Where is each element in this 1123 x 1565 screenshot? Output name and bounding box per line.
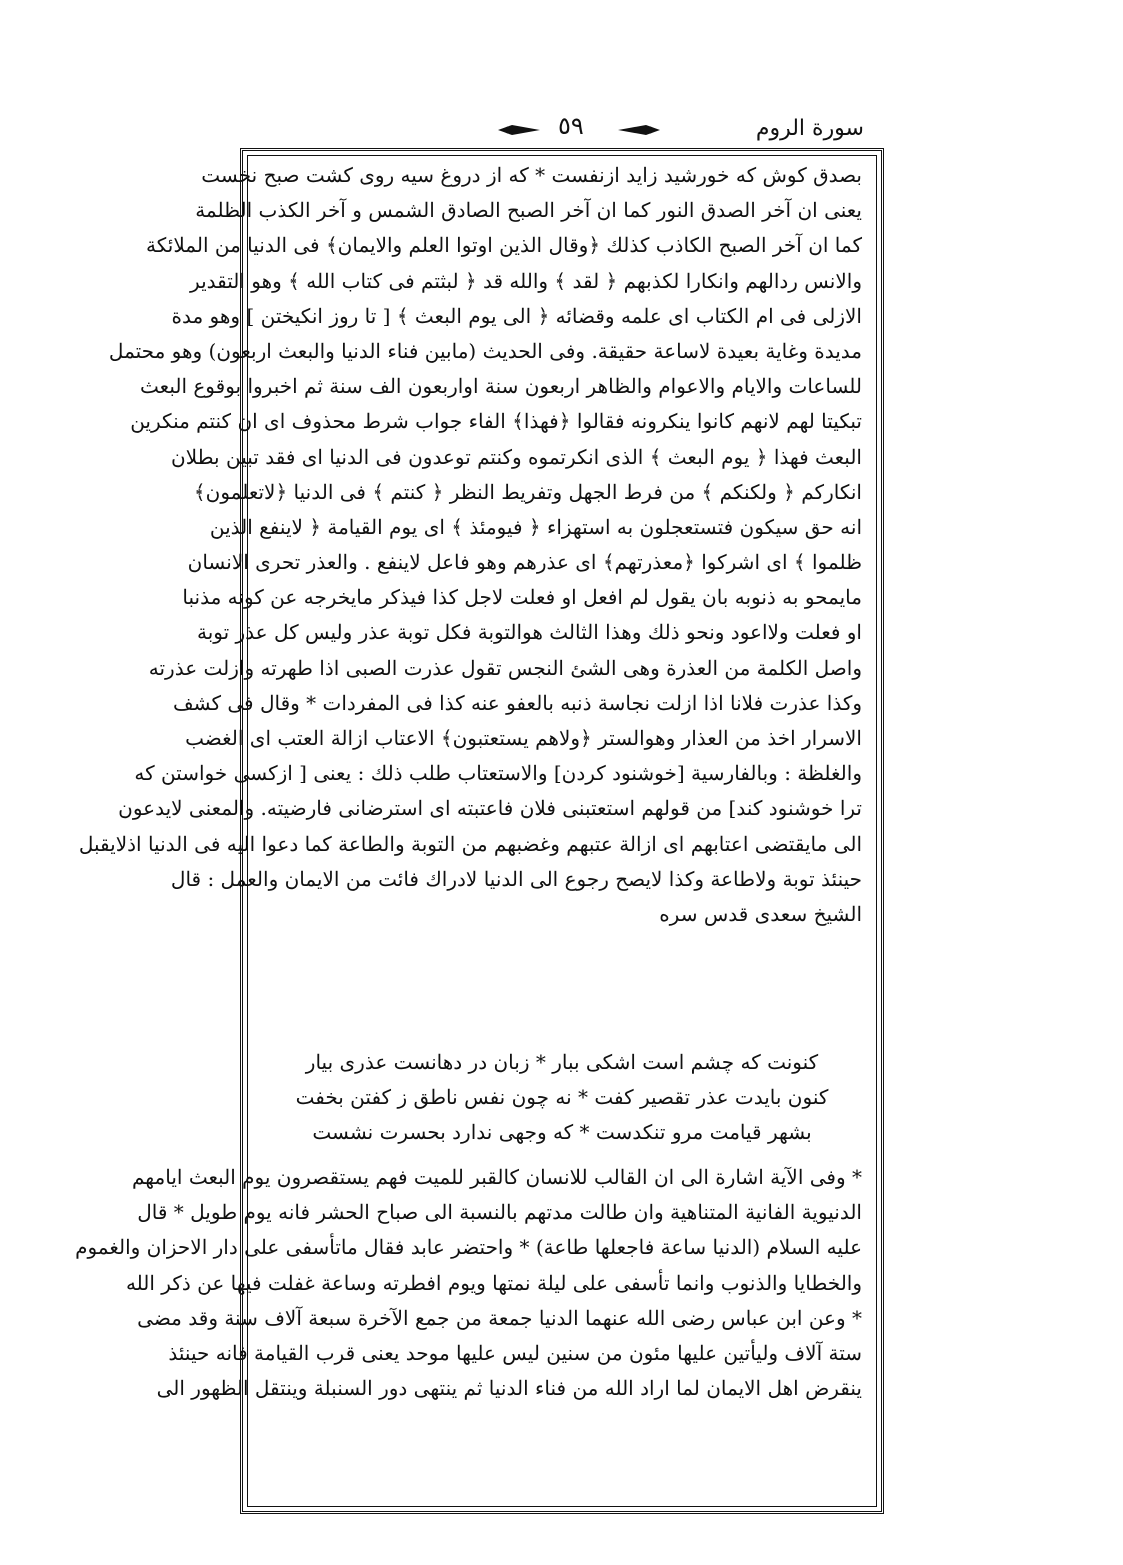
text-line: ترا خوشنود كند] من قولهم استعتبنى فلان فاعتبته اى استرضانى فارضيته. والمعنى لايدعون bbox=[118, 796, 862, 821]
poem-block bbox=[262, 1050, 862, 1155]
text-line: حينئذ توبة ولاطاعة وكذا لايصح رجوع الى الدنيا لادراك فائت من الايمان والعمل : قال bbox=[170, 866, 862, 891]
text-line: عليه السلام (الدنيا ساعة فاجعلها طاعة) * واحتضر عابد فقال ماتأسفى على دار الاحزان والغموم bbox=[75, 1235, 862, 1260]
poem-verse: كنونت كه چشم است اشكى ببار * زبان در دهانست عذرى بيار bbox=[305, 1050, 819, 1074]
text-line: والخطايا والذنوب وانما تأسفى على ليلة نمتها ويوم افطرته وساعة غفلت فيها عن ذكر الله bbox=[125, 1270, 862, 1295]
text-line: ستة آلاف وليأتين عليها مئون من سنين ليس عليها موحد يعنى قرب القيامة فانه حينئذ bbox=[168, 1340, 862, 1365]
poem-verse: بشهر قيامت مرو تنكدست * كه وجهى ندارد بحسرت نشست bbox=[312, 1120, 812, 1144]
text-line: تبكيتا لهم لانهم كانوا ينكرونه فقالوا ﴿فهذا﴾ الفاء جواب شرط محذوف اى ان كنتم منكرين bbox=[130, 409, 862, 434]
text-line: البعث فهذا ﴿ يوم البعث ﴾ الذى انكرتموه وكنتم توعدون فى الدنيا اى فقد تبين بطلان bbox=[171, 444, 862, 469]
page-number: ٥٩ bbox=[558, 112, 584, 140]
text-line: انه حق سيكون فتستعجلون به استهزاء ﴿ فيومئذ ﴾ اى يوم القيامة ﴿ لاينفع الذين bbox=[209, 514, 862, 539]
text-line: الاسرار اخذ من العذار وهوالستر ﴿ولاهم يستعتبون﴾ الاعتاب ازالة العتب اى الغضب bbox=[185, 726, 862, 750]
text-line: * وفى الآية اشارة الى ان القالب للانسان كالقبر للميت فهم يستقصرون يوم البعث ايامهم bbox=[132, 1165, 862, 1189]
text-line: الدنيوية الفانية المتناهية وان طالت مدتهم بالنسبة الى صباح الحشر فانه يوم طويل * قال bbox=[137, 1200, 862, 1225]
text-line: كما ان آخر الصبح الكاذب كذلك ﴿وقال الذين اوتوا العلم والايمان﴾ فى الدنيا من الملائكة bbox=[146, 233, 862, 258]
text-line: للساعات والايام والاعوام والظاهر اربعون سنة اواربعون الف سنة ثم اخبروا بوقوع البعث bbox=[140, 374, 862, 399]
text-line: بصدق كوش كه خورشيد زايد ازنفست * كه از دروغ سيه روى كشت صبح نخست bbox=[201, 163, 862, 187]
text-line: والانس ردالهم وانكارا لكذبهم ﴿ لقد ﴾ والله قد ﴿ لبثتم فى كتاب الله ﴾ وهو التقدير bbox=[190, 268, 862, 293]
text-line: يعنى ان آخر الصدق النور كما ان آخر الصبح الصادق الشمس و آخر الكذب الظلمة bbox=[195, 198, 862, 223]
text-line: وكذا عذرت فلانا اذا ازلت نجاسة ذنبه بالعفو عنه كذا فى المفردات * وقال فى كشف bbox=[172, 690, 862, 715]
text-line: او فعلت ولااعود ونحو ذلك وهذا الثالث هوالتوبة فكل توبة عذر وليس كل عذر توبة bbox=[196, 620, 862, 645]
text-line: انكاركم ﴿ ولكنكم ﴾ من فرط الجهل وتفريط النظر ﴿ كنتم ﴾ فى الدنيا ﴿لاتعلمون﴾ bbox=[193, 479, 862, 504]
main-text-continued bbox=[75, 1160, 862, 1406]
text-line: مديدة وغاية بعيدة لاساعة حقيقة. وفى الحديث (مابين فناء الدنيا والبعث اربعون) وهو محتمل bbox=[108, 338, 862, 363]
left-ornament-icon bbox=[496, 122, 542, 138]
text-line: الشيخ سعدى قدس سره bbox=[659, 901, 862, 926]
text-line: واصل الكلمة من العذرة وهى الشئ النجس تقول عذرت الصبى اذا طهرته وازلت عذرته bbox=[148, 655, 862, 680]
surah-title: سورة الروم bbox=[755, 116, 864, 141]
main-text bbox=[78, 158, 862, 932]
text-line: والغلظة : وبالفارسية [خوشنود كردن] والاستعتاب طلب ذلك : يعنى [ ازكسى خواستن كه bbox=[134, 761, 862, 786]
text-line: الى مايقتضى اعتابهم اى ازالة عتبهم وغضبهم من التوبة والطاعة كما دعوا اليه فى الدنيا اذلايقبل bbox=[78, 831, 862, 856]
text-line: الازلى فى ام الكتاب اى علمه وقضائه ﴿ الى يوم البعث ﴾ [ تا روز انكيختن ] وهو مدة bbox=[171, 303, 862, 328]
text-line: ظلموا ﴾ اى اشركوا ﴿معذرتهم﴾ اى عذرهم وهو فاعل لاينفع . والعذر تحرى الانسان bbox=[187, 550, 862, 575]
text-line: مايمحو به ذنوبه بان يقول لم افعل او فعلت لاجل كذا فيذكر مايخرجه عن كونه مذنبا bbox=[182, 585, 862, 610]
right-ornament-icon bbox=[616, 122, 662, 138]
poem-verse: كنون بايدت عذر تقصير كفت * نه چون نفس ناطق ز كفتن بخفت bbox=[295, 1085, 829, 1109]
text-line: ينقرض اهل الايمان لما اراد الله من فناء الدنيا ثم ينتهى دور السنبلة وينتقل الظهور الى bbox=[156, 1376, 862, 1401]
page-header bbox=[258, 112, 864, 148]
text-line: * وعن ابن عباس رضى الله عنهما الدنيا جمعة من جمع الآخرة سبعة آلاف سنة وقد مضى bbox=[137, 1305, 862, 1330]
